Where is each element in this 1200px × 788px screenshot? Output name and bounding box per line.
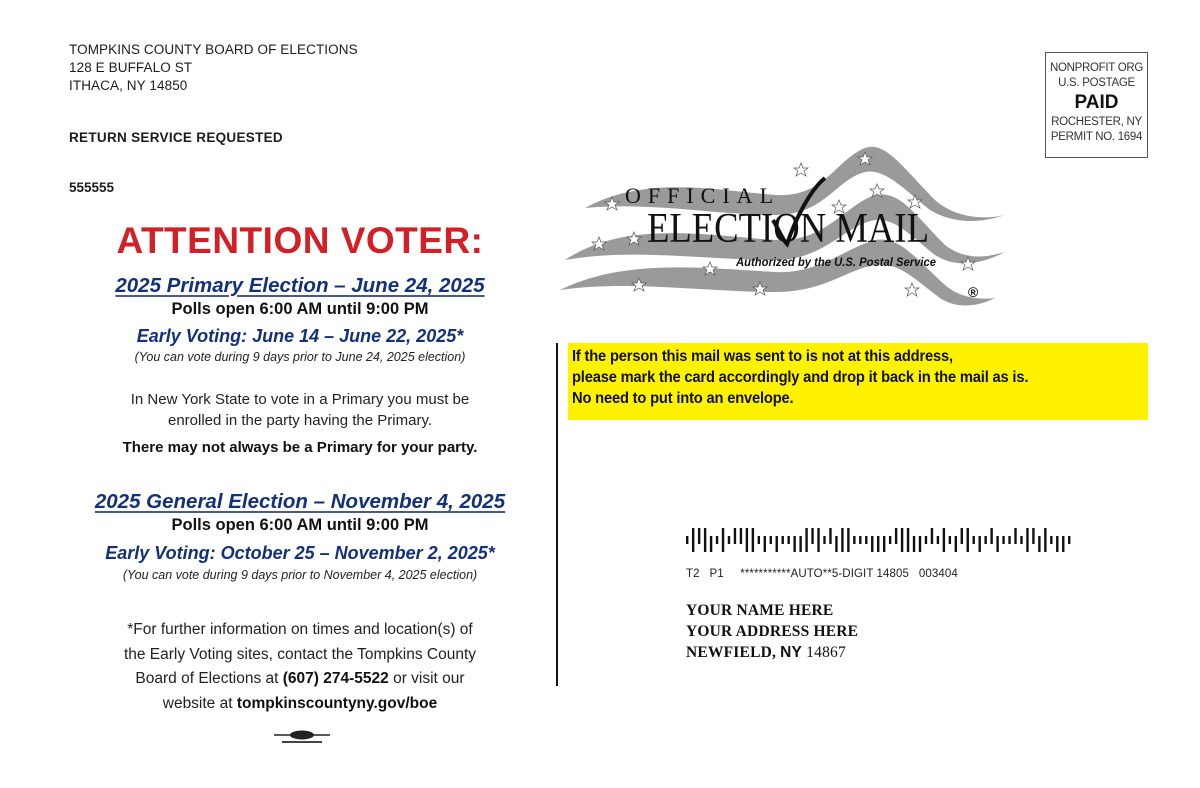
contact-info: [60, 618, 540, 716]
recipient-street: YOUR ADDRESS HERE: [686, 623, 859, 640]
primary-polls-hours: Polls open 6:00 AM until 9:00 PM: [171, 300, 429, 318]
registered-mark-icon: ®: [968, 284, 979, 300]
general-election-title: 2025 General Election – November 4, 2025: [94, 490, 506, 513]
return-address-line3: ITHACA, NY 14850: [69, 78, 188, 93]
intelligent-mail-barcode: [686, 528, 1074, 552]
presort-endorsement-line: T2 P1 ***********AUTO**5-DIGIT 14805 003404: [686, 568, 958, 580]
recipient-zip: 14867: [802, 644, 846, 661]
recipient-state: NY: [780, 644, 803, 661]
indicia-line1: NONPROFIT ORG: [1049, 62, 1143, 74]
general-polls-hours: Polls open 6:00 AM until 9:00 PM: [171, 516, 429, 534]
notice-line1: If the person this mail was sent to is not at this address,: [572, 348, 953, 365]
logo-election-mail-text: ELECTION MAIL: [647, 206, 929, 252]
primary-party-warning: There may not always be a Primary for your party.: [122, 439, 478, 456]
primary-election-title: 2025 Primary Election – June 24, 2025: [115, 274, 485, 297]
contact-line1: *For further information on times and location(s) of: [127, 621, 473, 638]
primary-early-voting: Early Voting: June 14 – June 22, 2025*: [136, 326, 464, 346]
contact-line2: the Early Voting sites, contact the Tompkins County: [123, 645, 477, 663]
contact-line4-pre: website at: [162, 694, 237, 712]
website-link[interactable]: tompkinscountyny.gov/boe: [236, 694, 438, 712]
recipient-city-line: [686, 642, 858, 663]
indicia-line5: PERMIT NO. 1694: [1050, 131, 1143, 143]
vertical-divider: [556, 343, 558, 686]
official-election-mail-logo: [555, 140, 1015, 310]
contact-line3-post: or visit our: [388, 670, 465, 687]
recipient-name: YOUR NAME HERE: [686, 602, 834, 619]
primary-early-voting-note: (You can vote during 9 days prior to June 24, 2025 election): [134, 350, 466, 364]
primary-info-line1: In New York State to vote in a Primary you must be: [130, 391, 470, 408]
general-early-voting: Early Voting: October 25 – November 2, 2025*: [105, 543, 495, 563]
return-address-line2: 128 E BUFFALO ST: [69, 60, 193, 75]
contact-line3: [60, 667, 540, 692]
general-early-voting-note: (You can vote during 9 days prior to November 4, 2025 election): [122, 568, 478, 582]
postage-indicia: [1045, 52, 1148, 158]
indicia-line4: ROCHESTER, NY: [1051, 116, 1142, 128]
primary-info-line2: enrolled in the party having the Primary.: [167, 412, 433, 429]
return-address-line1: TOMPKINS COUNTY BOARD OF ELECTIONS: [69, 42, 358, 57]
contact-line4: [60, 692, 540, 717]
return-instructions-notice: [568, 343, 1148, 420]
recipient-address: [686, 600, 858, 663]
logo-authorized-text: Authorized by the U.S. Postal Service: [735, 255, 937, 269]
indicia-paid: PAID: [1074, 92, 1119, 113]
recipient-city: NEWFIELD,: [686, 644, 781, 661]
return-service-requested: RETURN SERVICE REQUESTED: [69, 130, 283, 145]
notice-line2: please mark the card accordingly and drop it back in the mail as is.: [572, 369, 1029, 386]
union-bug-icon: [272, 730, 332, 746]
attention-heading: ATTENTION VOTER:: [116, 220, 484, 261]
return-address: [69, 41, 358, 95]
contact-line3-pre: Board of Elections at: [135, 670, 283, 687]
logo-official-text: OFFICIAL: [625, 183, 781, 208]
phone-number[interactable]: (607) 274-5522: [282, 670, 389, 687]
primary-enrollment-info: [60, 389, 540, 431]
notice-line3: No need to put into an envelope.: [572, 390, 794, 407]
indicia-line2: U.S. POSTAGE: [1058, 77, 1135, 89]
mail-id: 555555: [69, 180, 115, 195]
